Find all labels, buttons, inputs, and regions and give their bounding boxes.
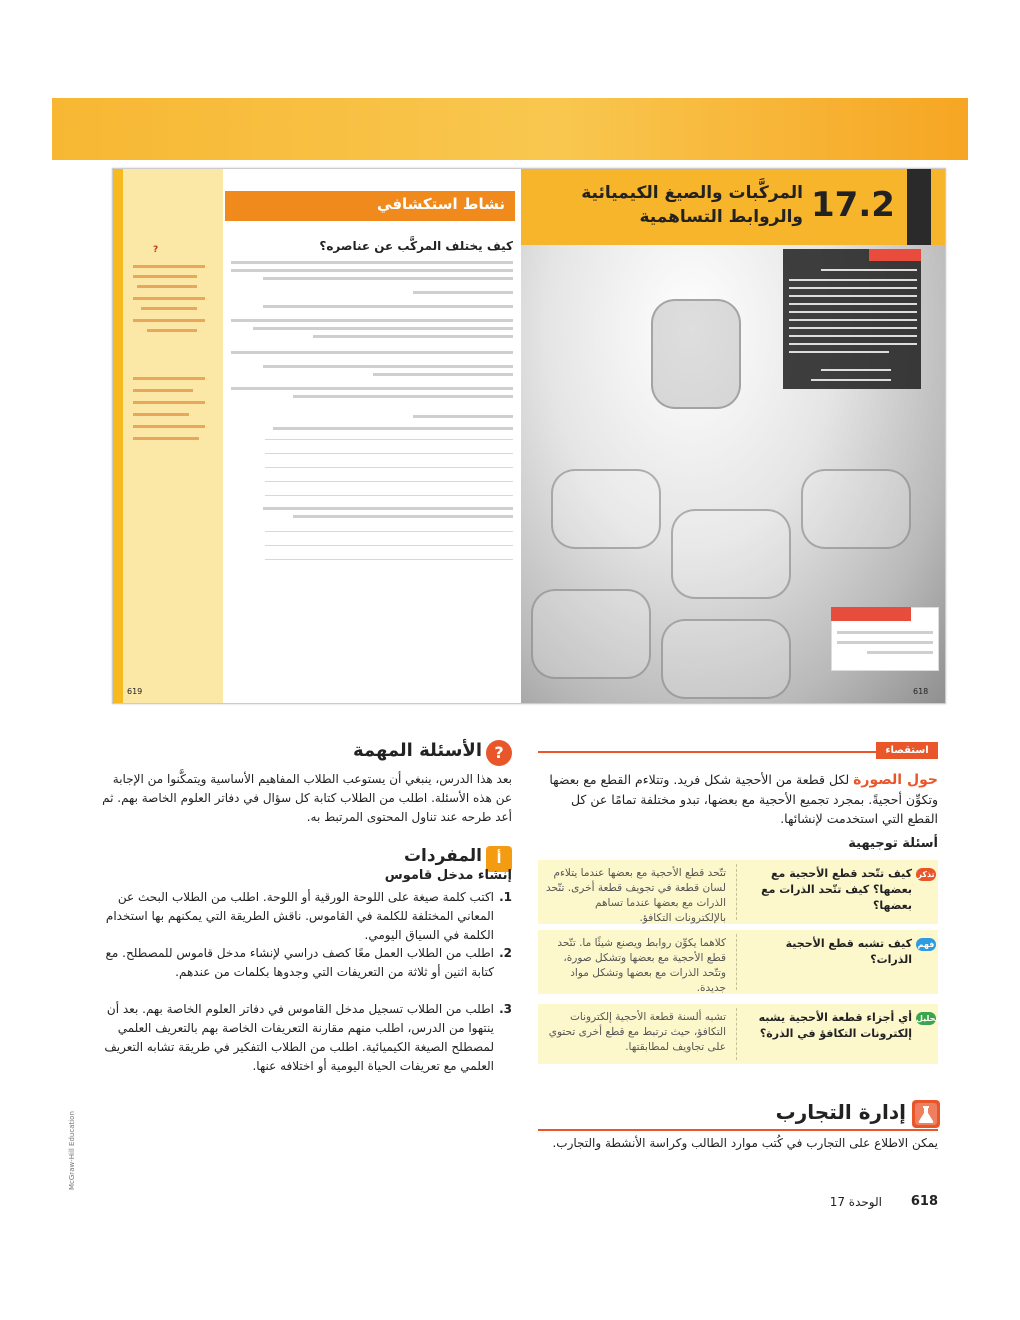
mini-lesson-title-line2: والروابط التساهمية: [639, 207, 803, 227]
guiding-question-row: [538, 1004, 938, 1064]
mini-inquiry-line: [821, 269, 917, 271]
vocabulary-step: [96, 944, 512, 982]
mini-answer-rule: [265, 439, 513, 440]
mini-inquiry-line: [789, 295, 917, 297]
step-number: 1.: [499, 890, 512, 904]
question-mark-icon: ?: [486, 740, 512, 766]
about-photo-label: حول الصورة: [853, 772, 938, 788]
puzzle-piece-shape: [531, 589, 651, 679]
vocabulary-heading: المفردات: [403, 846, 482, 866]
mini-text-line: [253, 327, 513, 330]
mini-sidebar-line: [133, 425, 205, 428]
mini-text-line: [293, 395, 513, 398]
mini-answer-rule: [265, 481, 513, 482]
mini-sidebar-line: [133, 319, 205, 322]
mini-answer-rule: [265, 453, 513, 454]
step-number: 3.: [499, 1002, 512, 1016]
mini-inquiry-line: [821, 369, 891, 371]
mini-answer-rule: [265, 495, 513, 496]
mini-answer-rule: [265, 545, 513, 546]
page-number: 618: [910, 1194, 938, 1209]
mini-sidebar-line: [133, 401, 205, 404]
mini-sidebar-strip: [113, 169, 123, 704]
mini-inquiry-line: [789, 311, 917, 313]
mini-sidebar-line: [133, 297, 205, 300]
puzzle-piece-shape: [551, 469, 661, 549]
mini-activity-title: نشاط استكشافي: [377, 195, 505, 213]
copyright-credit: McGraw-Hill Education: [68, 1111, 76, 1190]
mini-text-line: [231, 261, 513, 264]
mini-lesson-tab: [907, 169, 931, 245]
puzzle-piece-shape: [661, 619, 791, 699]
mini-answer-rule: [265, 467, 513, 468]
mini-inquiry-line: [811, 379, 891, 381]
mini-page-right: [521, 169, 946, 704]
step-text: اطلب من الطلاب العمل معًا كصف دراسي لإنشاء مدخل قاموس للمصطلح. مع كتابة اثنين أو ثلاثة من التعريفات التي وجدوها بكلمات من عندهم.: [105, 946, 494, 979]
mini-text-line: [313, 335, 513, 338]
lab-management-text: يمكن الاطلاع على التجارب في كُتب موارد الطالب وكراسة الأنشطة والتجارب.: [552, 1136, 938, 1150]
mini-text-line: [413, 415, 513, 418]
top-color-band: [52, 98, 968, 160]
mini-sidebar-line: [133, 377, 205, 380]
mini-inquiry-line: [789, 351, 889, 353]
vocabulary-subheading: إنشاء مدخل قاموس: [384, 868, 512, 883]
mini-inquiry-line: [789, 343, 917, 345]
mini-text-line: [263, 365, 513, 368]
guiding-answer: تشبه ألسنة قطعة الأحجية إلكترونات التكافؤ، حيث ترتبط مع قطع أخرى تحتوي على تجاويف لمطابقتها.: [548, 1011, 726, 1053]
mini-text-line: [231, 351, 513, 354]
puzzle-piece-shape: [671, 509, 791, 599]
guiding-question-row: [538, 860, 938, 924]
mini-lab-management-tag: [831, 607, 911, 621]
lab-flask-icon: [912, 1100, 940, 1128]
row-divider: [736, 864, 737, 920]
mini-text-line: [263, 305, 513, 308]
mini-text-line: [231, 269, 513, 272]
guiding-answer: كلاهما يكوِّن روابط ويصنع شيئًا ما. تتّحد قطع الأحجية مع بعضها وتشكل صورة، وتتّحد الذرات مع بعضها وتشكل مواد جديدة.: [557, 937, 726, 994]
mini-answer-rule: [265, 559, 513, 560]
essential-questions-heading: الأسئلة المهمة: [352, 740, 482, 761]
vocabulary-icon: أ: [486, 846, 512, 872]
row-divider: [736, 1008, 737, 1060]
mini-page-left: [113, 169, 521, 704]
level-badge: تحليل: [916, 1014, 939, 1023]
page-footer: [538, 1194, 938, 1214]
mini-text-line: [263, 507, 513, 510]
mini-text-line: [293, 515, 513, 518]
vocabulary-step: [96, 1000, 512, 1076]
guiding-question-row: [538, 930, 938, 994]
mini-lesson-title-band: [521, 169, 946, 245]
guiding-question: أي أجزاء قطعة الأحجية يشبه إلكترونات التكافؤ في الذرة؟: [758, 1011, 912, 1040]
guiding-question: كيف تتّحد قطع الأحجية مع بعضها؟ كيف تتّحد الذرات مع بعضها؟: [761, 867, 912, 912]
lab-rule: [538, 1129, 938, 1131]
mini-sidebar-line: [133, 389, 193, 392]
mini-inquiry-line: [789, 327, 917, 329]
mini-text-line: [231, 387, 513, 390]
about-photo-paragraph: [538, 770, 938, 828]
mini-text-line: [413, 291, 513, 294]
mini-inquiry-line: [789, 279, 917, 281]
vocabulary-step: [96, 888, 512, 945]
mini-text-line: [263, 277, 513, 280]
lab-management-heading: إدارة التجارب: [775, 1100, 906, 1124]
mini-page-number-right: 618: [913, 687, 929, 696]
mini-sidebar-line: [141, 307, 197, 310]
explore-rule: [538, 751, 876, 753]
mini-sidebar-line: [137, 285, 197, 288]
step-text: اطلب من الطلاب تسجيل مدخل القاموس في دفاتر العلوم الخاصة بهم. بعد أن ينتهوا من الدرس، اطلب منهم مقارنة التعريفات الخاصة بهم بالتعريف العلمي لمصطلح الصيغة الكيميائية. اطلب من الطلاب التفكير في طريقة تشابه التعريف العلمي مع تعريفات الحياة اليومية أو اختلافه عنها.: [104, 1002, 494, 1073]
guiding-answer: تتّحد قطع الأحجية مع بعضها عندما يتلاءم لسان قطعة في تجويف قطعة أخرى. تتّحد الذرات مع بعضها عندما تساهم بالإلكترونات التكافؤ.: [546, 867, 726, 924]
level-badge: فهم: [917, 940, 935, 949]
mini-inquiry-line: [789, 303, 917, 305]
mini-answer-rule: [265, 531, 513, 532]
step-text: اكتب كلمة صيغة على اللوحة الورقية أو اللوحة. اطلب من الطلاب البحث عن المعاني المختلفة للكلمة في القاموس. ناقش الطريقة التي يمكنهم بها استخدام الكلمة في السياق اليومي.: [105, 890, 494, 942]
mini-sidebar-head-1: ?: [153, 245, 159, 255]
step-number: 2.: [499, 946, 512, 960]
unit-label: الوحدة 17: [829, 1195, 882, 1209]
mini-activity-question: كيف يختلف المركَّب عن عناصره؟: [319, 239, 513, 253]
explore-tag: استقصاء: [876, 742, 938, 759]
mini-inquiry-line: [789, 335, 917, 337]
mini-activity-banner: [225, 191, 515, 221]
mini-sidebar-line: [133, 437, 199, 440]
puzzle-piece-shape: [801, 469, 911, 549]
mini-text-line: [373, 373, 513, 376]
student-edition-spread: [112, 168, 946, 704]
mini-sidebar-line: [133, 275, 197, 278]
level-badge: تذكر: [917, 870, 935, 879]
row-divider: [736, 934, 737, 990]
guiding-question: كيف تشبه قطع الأحجية الذرات؟: [785, 937, 912, 966]
mini-page-number-left: 619: [127, 687, 143, 696]
essential-questions-text: بعد هذا الدرس، ينبغي أن يستوعب الطلاب المفاهيم الأساسية ويتمكَّنوا من الإجابة عن هذه الأسئلة. اطلب من الطلاب كتابة كل سؤال في دفاتر العلوم الخاصة بهم. ثم أعد طرحه عند تناول المحتوى المرتبط به.: [102, 772, 512, 824]
mini-text-line: [837, 631, 933, 634]
mini-sidebar-line: [133, 413, 189, 416]
guiding-questions-heading: أسئلة توجيهية: [848, 836, 938, 851]
mini-sidebar-line: [133, 265, 205, 268]
mini-text-line: [273, 427, 513, 430]
about-photo-text: لكل قطعة من الأحجية شكل فريد. وتتلاءم القطع مع بعضها وتكوِّن أحجيةً. بمجرد تجميع الأحجية مع بعضها، تبدو مختلفة تمامًا عن كل القطع التي استخدمت لإنشائها.: [549, 772, 938, 826]
mini-text-line: [867, 651, 933, 654]
mini-text-line: [231, 319, 513, 322]
mini-sidebar-line: [147, 329, 197, 332]
mini-inquiry-line: [789, 287, 917, 289]
mini-lesson-title-line1: المركَّبات والصيغ الكيميائية: [581, 183, 803, 203]
mini-inquiry-line: [789, 319, 917, 321]
mini-inquiry-tag: [869, 249, 921, 261]
mini-lesson-number: 17.2: [811, 185, 895, 225]
mini-text-line: [837, 641, 933, 644]
puzzle-piece-in-hand: [651, 299, 741, 409]
